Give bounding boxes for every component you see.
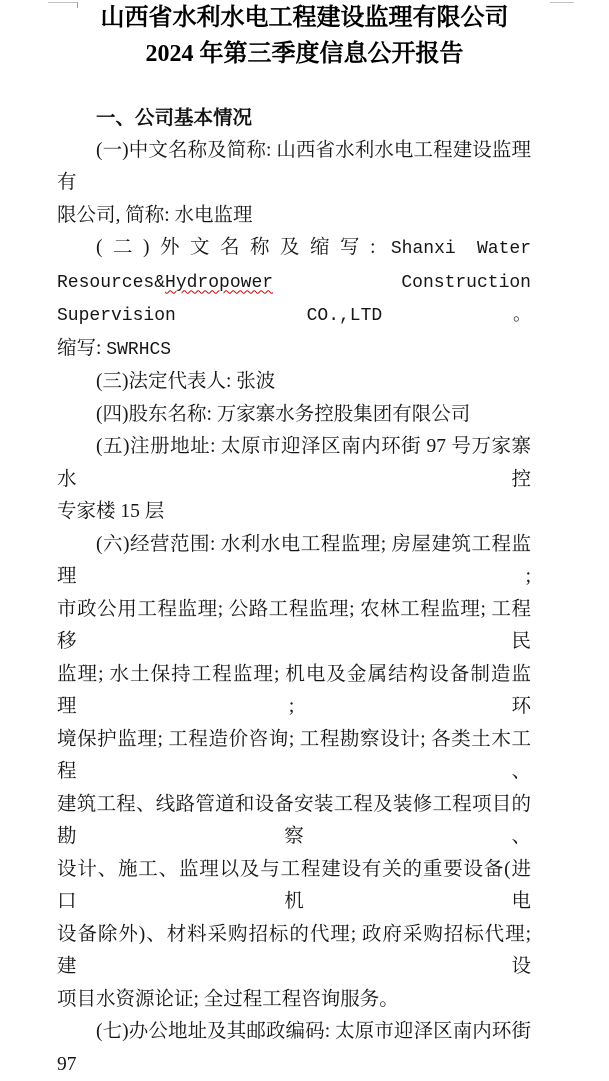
text-segment: (七)办公地址及其邮政编码: 太原市迎泽区南内环街 97 (57, 1021, 531, 1075)
text-segment: Resources& (57, 273, 165, 293)
text-line (57, 333, 531, 367)
text-line (57, 854, 531, 919)
document-title-line1: 山西省水利水电工程建设监理有限公司 (0, 0, 609, 36)
text-segment: (四)股东名称: 万家寨水务控股集团有限公司 (96, 404, 470, 425)
document-content (0, 102, 609, 1081)
text-segment: 项目水资源论证; 全过程工程咨询服务。 (57, 989, 399, 1010)
text-segment: 建筑工程、线路管道和设备安装工程及装修工程项目的勘察、 (57, 794, 531, 848)
spellcheck-squiggle-word: Hydropower (165, 273, 273, 293)
text-boundary-mark-top-left (48, 2, 78, 3)
text-line (57, 724, 531, 789)
text-line (57, 594, 531, 659)
text-line (57, 266, 531, 333)
text-segment: (五)注册地址: 太原市迎泽区南内环街 97 号万家寨水控 (57, 436, 531, 490)
text-segment: 缩写: (57, 338, 106, 359)
text-boundary-mark-top-right (550, 2, 574, 3)
text-line (57, 659, 531, 724)
text-line (57, 200, 531, 233)
document-title-line2: 2024 年第三季度信息公开报告 (0, 36, 609, 72)
text-segment: 境保护监理; 工程造价咨询; 工程勘察设计; 各类土木工程、 (57, 729, 531, 783)
text-line (57, 984, 531, 1017)
text-segment: SWRHCS (106, 340, 171, 360)
document-body (57, 135, 531, 1081)
text-line (57, 919, 531, 984)
text-segment: (三)法定代表人: 张波 (96, 371, 275, 392)
text-line (57, 232, 531, 266)
text-segment: (一)中文名称及简称: 山西省水利水电工程建设监理有 (57, 140, 531, 194)
text-line (57, 1016, 531, 1081)
text-segment: 市政公用工程监理; 公路工程监理; 农林工程监理; 工程移民 (57, 599, 531, 653)
section-heading: 一、公司基本情况 (57, 102, 531, 135)
text-segment: 专家楼 15 层 (57, 501, 164, 522)
text-segment: 限公司, 简称: 水电监理 (57, 205, 253, 226)
text-line (57, 496, 531, 529)
text-segment: (六)经营范围: 水利水电工程监理; 房屋建筑工程监理; (57, 534, 531, 588)
text-segment: (二)外文名称及缩写: (96, 237, 391, 258)
text-segment: Shanxi Water (391, 239, 531, 259)
text-line (57, 431, 531, 496)
text-segment: 设备除外)、材料采购招标的代理; 政府采购招标代理; 建设 (57, 924, 531, 978)
text-line (57, 789, 531, 854)
text-line (57, 135, 531, 200)
text-line (57, 366, 531, 399)
text-segment: Construction Supervision CO.,LTD 。 (57, 273, 531, 327)
text-line (57, 399, 531, 432)
text-segment: 监理; 水土保持工程监理; 机电及金属结构设备制造监理; 环 (57, 664, 531, 718)
text-segment: 设计、施工、监理以及与工程建设有关的重要设备(进口机电 (57, 859, 531, 913)
text-line (57, 529, 531, 594)
